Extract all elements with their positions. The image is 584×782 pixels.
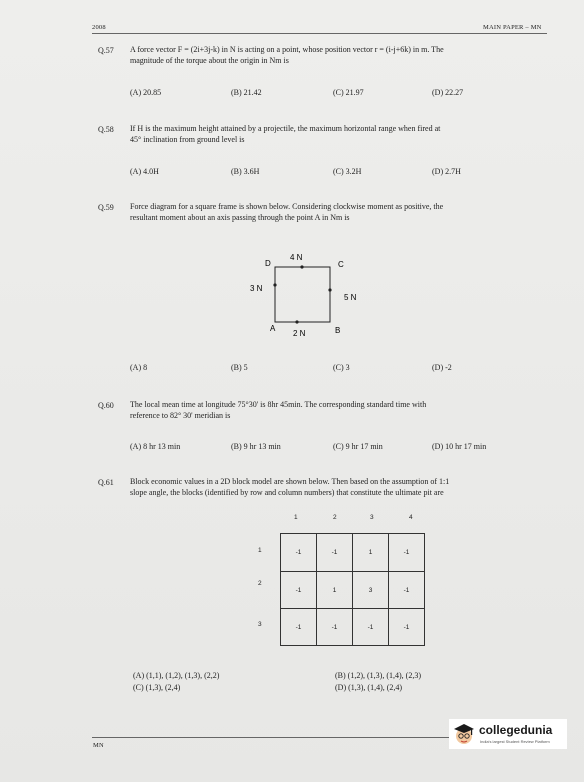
col-header-2: 2 xyxy=(333,514,337,521)
q59-option-a: (A) 8 xyxy=(130,363,148,372)
q61-option-d: (D) (1,3), (1,4), (2,4) xyxy=(335,683,403,692)
q61-text xyxy=(130,477,560,498)
force-diagram xyxy=(240,245,370,345)
col-header-3: 3 xyxy=(370,514,374,521)
q57-option-b: (B) 21.42 xyxy=(231,88,262,97)
logo-tagline: India's largest Student Review Platform xyxy=(480,739,550,744)
col-header-1: 1 xyxy=(294,514,298,521)
block-cell: -1 xyxy=(389,534,425,572)
graduate-face-icon xyxy=(451,721,477,747)
q61-option-c: (C) (1,3), (2,4) xyxy=(133,683,181,692)
corner-d-label: D xyxy=(265,259,271,268)
corner-c-label: C xyxy=(338,260,344,269)
right-force-label: 5 N xyxy=(344,293,357,302)
q57-option-a: (A) 20.85 xyxy=(130,88,162,97)
corner-a-label: A xyxy=(270,324,276,333)
q58-option-d: (D) 2.7H xyxy=(432,167,461,176)
q59-option-d: (D) -2 xyxy=(432,363,452,372)
row-header-1: 1 xyxy=(258,547,262,554)
q59-option-c: (C) 3 xyxy=(333,363,350,372)
collegedunia-logo xyxy=(449,719,567,749)
q60-text-line1: The local mean time at longitude 75°30' is 8hr 45min. The corresponding standard time with xyxy=(130,400,427,409)
q60-text xyxy=(130,400,560,421)
block-cell: -1 xyxy=(389,609,425,646)
q60-option-a: (A) 8 hr 13 min xyxy=(130,442,181,451)
q61-text-line1: Block economic values in a 2D block model are shown below. Then based on the assumption of 1:1 xyxy=(130,477,450,486)
table-row xyxy=(281,609,425,646)
q61-text-line2: slope angle, the blocks (identified by row and column numbers) that constitute the ultimate pit are xyxy=(130,487,444,497)
q60-option-c: (C) 9 hr 17 min xyxy=(333,442,383,451)
q57-text-line1: A force vector F = (2i+3j-k) in N is acting on a point, whose position vector r = (i-j+6k) in m. The xyxy=(130,45,444,54)
table-row xyxy=(281,572,425,609)
bottom-force-label: 2 N xyxy=(293,329,306,338)
block-cell: 1 xyxy=(353,534,389,572)
q59-text-line1: Force diagram for a square frame is shown below. Considering clockwise moment as positive, the xyxy=(130,202,444,211)
q58-option-b: (B) 3.6H xyxy=(231,167,260,176)
header-rule xyxy=(92,33,547,34)
q58-option-c: (C) 3.2H xyxy=(333,167,362,176)
q59-text-line2: resultant moment about an axis passing through the point A in Nm is xyxy=(130,212,350,222)
q57-text-line2: magnitude of the torque about the origin in Nm is xyxy=(130,55,289,65)
q57-number: Q.57 xyxy=(98,46,114,55)
q60-option-d: (D) 10 hr 17 min xyxy=(432,442,487,451)
block-cell: -1 xyxy=(389,572,425,609)
block-cell: -1 xyxy=(281,609,317,646)
block-cell: -1 xyxy=(281,572,317,609)
col-header-4: 4 xyxy=(409,514,413,521)
q60-number: Q.60 xyxy=(98,401,114,410)
block-cell: -1 xyxy=(281,534,317,572)
row-header-2: 2 xyxy=(258,580,262,587)
table-row xyxy=(281,534,425,572)
square-frame xyxy=(275,267,330,322)
header-year: 2008 xyxy=(92,24,106,31)
bottom-force-point xyxy=(295,320,298,323)
block-cell: -1 xyxy=(317,609,353,646)
top-force-label: 4 N xyxy=(290,253,303,262)
q61-number: Q.61 xyxy=(98,478,114,487)
row-header-3: 3 xyxy=(258,621,262,628)
footer-code: MN xyxy=(93,742,104,749)
header-paper: MAIN PAPER – MN xyxy=(483,24,542,31)
block-cell: 1 xyxy=(317,572,353,609)
logo-name: collegedunia xyxy=(479,723,553,737)
q58-number: Q.58 xyxy=(98,125,114,134)
q59-text xyxy=(130,202,560,223)
q57-option-c: (C) 21.97 xyxy=(333,88,364,97)
corner-b-label: B xyxy=(335,326,341,335)
q58-text xyxy=(130,124,560,145)
q58-text-line2: 45° inclination from ground level is xyxy=(130,134,245,144)
q60-text-line2: reference to 82° 30' meridian is xyxy=(130,410,231,420)
left-force-point xyxy=(273,283,276,286)
top-force-point xyxy=(300,265,303,268)
q58-option-a: (A) 4.0H xyxy=(130,167,159,176)
q57-option-d: (D) 22.27 xyxy=(432,88,464,97)
q60-option-b: (B) 9 hr 13 min xyxy=(231,442,281,451)
block-cell: 3 xyxy=(353,572,389,609)
q61-option-a: (A) (1,1), (1,2), (1,3), (2,2) xyxy=(133,671,220,680)
block-cell: -1 xyxy=(353,609,389,646)
q59-number: Q.59 xyxy=(98,203,114,212)
left-force-label: 3 N xyxy=(250,284,263,293)
right-force-point xyxy=(328,288,331,291)
q58-text-line1: If H is the maximum height attained by a projectile, the maximum horizontal range when fired at xyxy=(130,124,441,133)
block-model-table xyxy=(280,533,425,646)
q61-option-b: (B) (1,2), (1,3), (1,4), (2,3) xyxy=(335,671,421,680)
q57-text xyxy=(130,45,560,66)
block-cell: -1 xyxy=(317,534,353,572)
q59-option-b: (B) 5 xyxy=(231,363,248,372)
